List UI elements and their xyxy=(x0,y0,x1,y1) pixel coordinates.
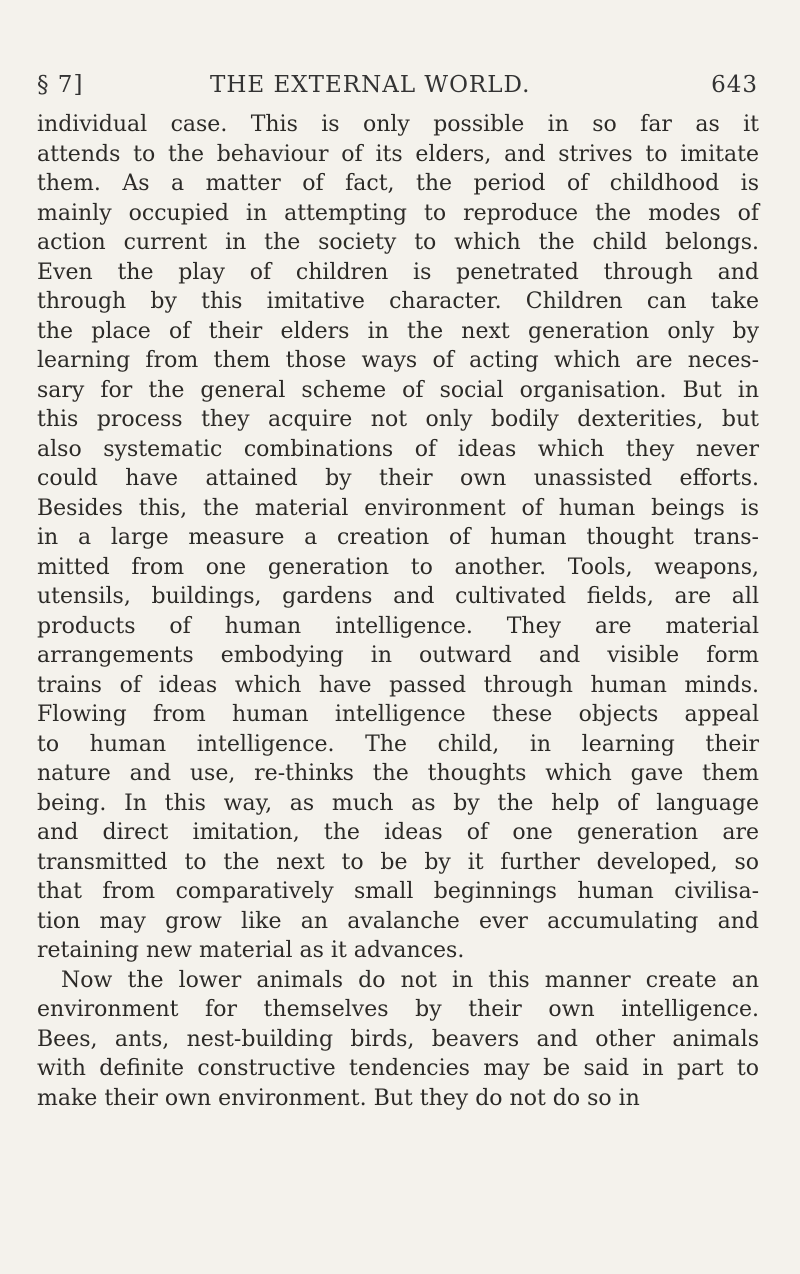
text-line: Besides this, the material environment of human beings is xyxy=(37,495,759,521)
text-line: attends to the behaviour of its elders, and strives to imitate xyxy=(37,141,759,167)
text-line: transmitted to the next to be by it further developed, so xyxy=(37,849,759,875)
text-line: make their own environment. But they do not do so in xyxy=(37,1085,640,1111)
paragraph xyxy=(37,110,759,966)
text-line: nature and use, re-thinks the thoughts which gave them xyxy=(37,761,759,786)
page-number: 643 xyxy=(711,72,758,98)
text-line: learning from them those ways of acting which are neces- xyxy=(37,348,759,373)
text-line: utensils, buildings, gardens and cultivated fields, are all xyxy=(37,584,759,609)
text-line: Flowing from human intelligence these objects appeal xyxy=(37,702,759,727)
text-line: environment for themselves by their own intelligence. xyxy=(37,997,759,1022)
text-line: sary for the general scheme of social organisation. But in xyxy=(37,377,759,403)
text-line: through by this imitative character. Children can take xyxy=(37,289,759,314)
text-line: this process they acquire not only bodily dexterities, but xyxy=(37,407,759,432)
text-line: that from comparatively small beginnings human civilisa- xyxy=(37,879,759,904)
text-line: the place of their elders in the next generation only by xyxy=(37,318,759,344)
text-line: retaining new material as it advances. xyxy=(37,938,465,963)
text-line: arrangements embodying in outward and visible form xyxy=(37,643,759,668)
chapter-title: THE EXTERNAL WORLD. xyxy=(210,72,531,98)
body-text xyxy=(37,110,759,1113)
text-line: could have attained by their own unassisted efforts. xyxy=(37,466,759,491)
text-line: action current in the society to which the child belongs. xyxy=(37,230,759,255)
paragraph xyxy=(37,966,759,1114)
text-line: mitted from one generation to another. Tools, weapons, xyxy=(37,554,759,580)
text-line: Bees, ants, nest-building birds, beavers and other animals xyxy=(37,1026,759,1052)
text-line: Now the lower animals do not in this manner create an xyxy=(61,967,759,993)
text-line: and direct imitation, the ideas of one generation are xyxy=(37,820,759,845)
text-line: to human intelligence. The child, in learning their xyxy=(37,731,759,757)
text-line: mainly occupied in attempting to reproduce the modes of xyxy=(37,200,759,226)
text-line: in a large measure a creation of human thought trans- xyxy=(37,525,759,550)
running-head xyxy=(0,72,800,108)
section-mark: § 7] xyxy=(37,72,84,98)
text-line: individual case. This is only possible in so far as it xyxy=(37,112,759,137)
text-line: tion may grow like an avalanche ever accumulating and xyxy=(37,908,759,934)
text-line: products of human intelligence. They are material xyxy=(37,613,759,639)
text-line: being. In this way, as much as by the help of language xyxy=(37,790,759,816)
text-line: Even the play of children is penetrated through and xyxy=(37,259,759,285)
text-line: with definite constructive tendencies may be said in part to xyxy=(37,1056,759,1081)
text-line: trains of ideas which have passed through human minds. xyxy=(37,672,759,698)
text-line: them. As a matter of fact, the period of childhood is xyxy=(37,171,759,196)
text-line: also systematic combinations of ideas which they never xyxy=(37,436,759,462)
